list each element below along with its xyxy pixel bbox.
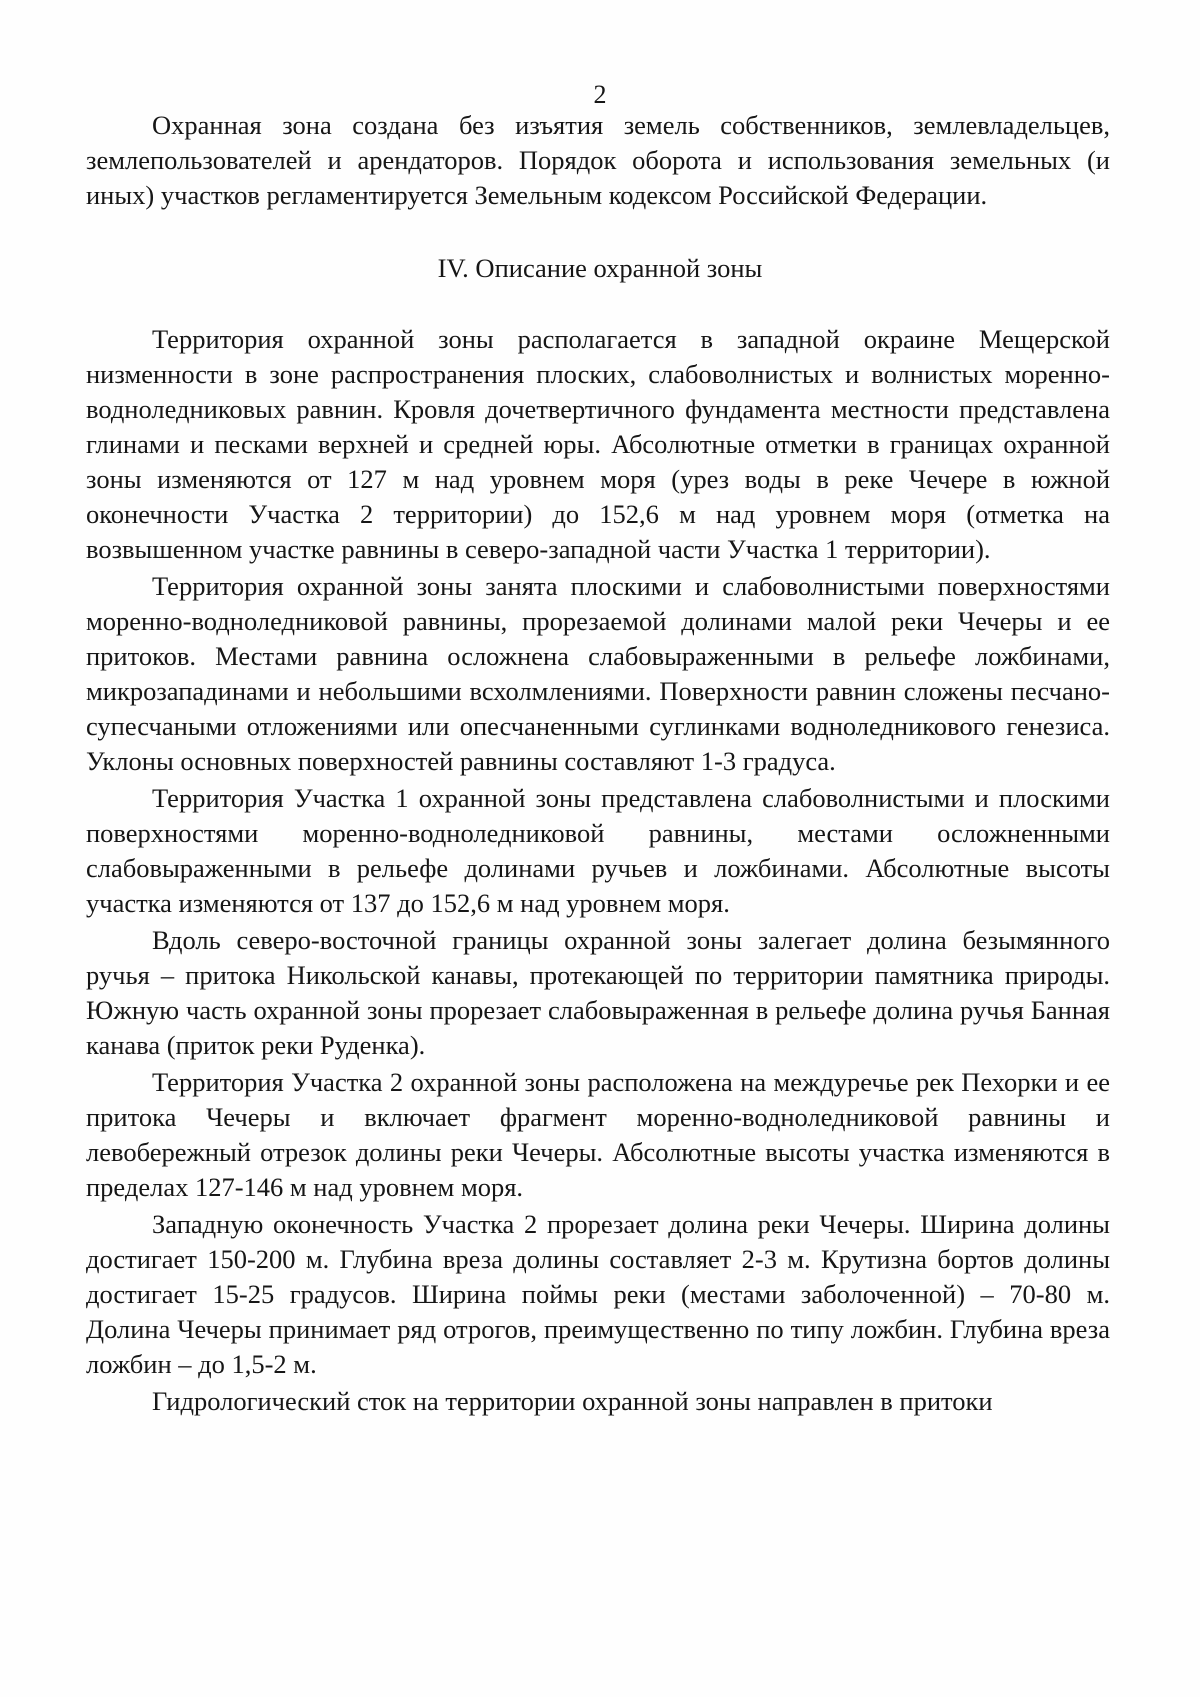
body-paragraph: Гидрологический сток на территории охранной зоны направлен в притоки <box>152 1386 993 1416</box>
body-section <box>86 322 1110 1419</box>
page-number: 2 <box>593 80 607 109</box>
body-paragraph: Территория охранной зоны занята плоскими и слабоволнистыми поверхностями моренно-водноледниковой равнины, прорезаемой долинами малой реки Чечеры и ее притоков. Местами равнина осложнена слабовыраженными в рельефе ложбинами, микрозападинами и небольшими всхолмлениями. Поверхности равнин сложены песчано-супесчаными отложениями или опесчаненными суглинками водноледникового генезиса. Уклоны основных поверхностей равнины составляют 1-3 градуса. <box>86 571 1110 776</box>
body-paragraph: Территория Участка 2 охранной зоны расположена на междуречье рек Пехорки и ее притока Чечеры и включает фрагмент моренно-водноледниковой равнины и левобережный отрезок долины реки Чечеры. Абсолютные высоты участка изменяются в пределах 127-146 м над уровнем моря. <box>86 1067 1110 1202</box>
body-paragraph: Вдоль северо-восточной границы охранной зоны залегает долина безымянного ручья – притока Никольской канавы, протекающей по территории памятника природы. Южную часть охранной зоны прорезает слабовыраженная в рельефе долина ручья Банная канава (приток реки Руденка). <box>86 925 1110 1060</box>
intro-paragraph: Охранная зона создана без изъятия земель собственников, землевладельцев, землепользователей и арендаторов. Порядок оборота и использования земельных (и иных) участков регламентируется Земельным кодексом Российской Федерации. <box>86 110 1110 210</box>
intro-section <box>86 108 1110 213</box>
body-paragraph: Территория Участка 1 охранной зоны представлена слабоволнистыми и плоскими поверхностями моренно-водноледниковой равнины, местами осложненными слабовыраженными в рельефе долинами ручьев и ложбинами. Абсолютные высоты участка изменяются от 137 до 152,6 м над уровнем моря. <box>86 783 1110 918</box>
body-paragraph: Западную оконечность Участка 2 прорезает долина реки Чечеры. Ширина долины достигает 150-200 м. Глубина вреза долины составляет 2-3 м. Крутизна бортов долины достигает 15-25 градусов. Ширина поймы реки (местами заболоченной) – 70-80 м. Долина Чечеры принимает ряд отрогов, преимущественно по типу ложбин. Глубина вреза ложбин – до 1,5-2 м. <box>86 1209 1110 1379</box>
body-paragraph: Территория охранной зоны располагается в западной окраине Мещерской низменности в зоне распространения плоских, слабоволнистых и волнистых моренно-водноледниковых равнин. Кровля дочетвертичного фундамента местности представлена глинами и песками верхней и средней юры. Абсолютные отметки в границах охранной зоны изменяются от 127 м над уровнем моря (урез воды в реке Чечере в южной оконечности Участка 2 территории) до 152,6 м над уровнем моря (отметка на возвышенном участке равнины в северо-западной части Участка 1 территории). <box>86 324 1110 564</box>
section-heading: IV. Описание охранной зоны <box>437 253 763 283</box>
